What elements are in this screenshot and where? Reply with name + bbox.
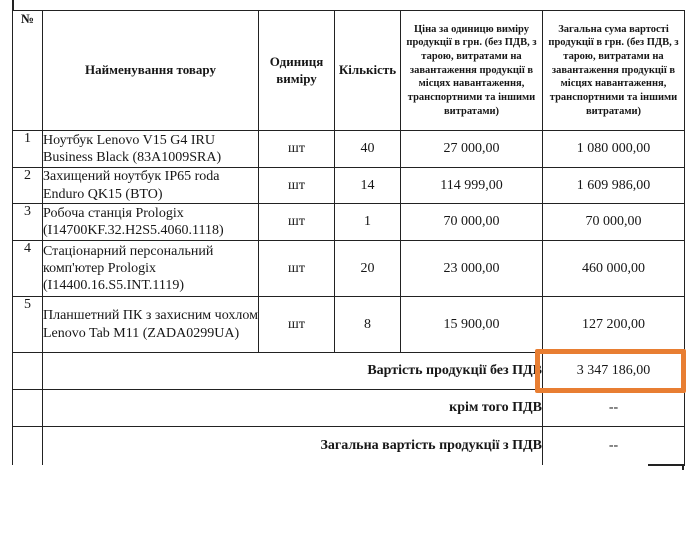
cell-num: 2 [13,168,43,204]
cell-total: 1 609 986,00 [543,168,685,204]
summary-row-subtotal [13,353,685,390]
table-border-fragment-top [12,0,14,11]
summary-row-vat [13,390,685,427]
table-row [13,131,685,168]
cell-name: Планшетний ПК з захисним чохлом Lenovo Tab M11 (ZADA0299UA) [43,297,259,353]
cell-total: 1 080 000,00 [543,131,685,168]
cell-name: Стаціонарний персональний комп'ютер Prologix (I14400.16.S5.INT.1119) [43,241,259,297]
cell-price: 70 000,00 [401,204,543,241]
cell-name: Ноутбук Lenovo V15 G4 IRU Business Black (83A1009SRA) [43,131,259,168]
cell-empty [13,427,43,465]
cell-empty [13,390,43,427]
table-row [13,241,685,297]
cell-qty: 8 [335,297,401,353]
summary-value-subtotal: 3 347 186,00 [543,353,685,390]
table-border-fragment-bottom-right [682,464,684,470]
cell-qty: 1 [335,204,401,241]
cell-name: Захищений ноутбук IP65 roda Enduro QK15 (BTO) [43,168,259,204]
cell-total: 460 000,00 [543,241,685,297]
column-header-total: Загальна сума вартості продукції в грн. (без ПДВ, з тарою, витратами на завантаження продукції в місцях навантаження, транспортними та іншими витратами) [543,11,685,131]
cell-total: 127 200,00 [543,297,685,353]
summary-label: крім того ПДВ [43,390,543,427]
table-row [13,168,685,204]
cell-unit: шт [259,204,335,241]
table-row [13,204,685,241]
table-row [13,297,685,353]
cell-unit: шт [259,297,335,353]
column-header-qty: Кількість [335,11,401,131]
summary-row-grand-total [13,427,685,465]
cell-unit: шт [259,241,335,297]
cell-qty: 40 [335,131,401,168]
cell-empty [13,353,43,390]
cell-num: 3 [13,204,43,241]
cell-qty: 14 [335,168,401,204]
cell-name: Робоча станція Prologix (I14700KF.32.H2S5.4060.1118) [43,204,259,241]
cell-unit: шт [259,131,335,168]
summary-label: Вартість продукції без ПДВ [43,353,543,390]
products-table [12,10,685,465]
cell-num: 5 [13,297,43,353]
summary-value-vat: -- [543,390,685,427]
cell-price: 23 000,00 [401,241,543,297]
cell-price: 27 000,00 [401,131,543,168]
table-header-row [13,11,685,131]
cell-price: 114 999,00 [401,168,543,204]
cell-price: 15 900,00 [401,297,543,353]
column-header-price: Ціна за одиницю виміру продукції в грн. (без ПДВ, з тарою, витратами на завантаження продукції в місцях навантаження, транспортними та іншими витратами) [401,11,543,131]
column-header-unit: Одиниця виміру [259,11,335,131]
column-header-name: Найменування товару [43,11,259,131]
cell-qty: 20 [335,241,401,297]
summary-value-grand-total: -- [543,427,685,465]
column-header-num: № [13,11,43,131]
table-border-fragment-bottom [648,464,685,466]
cell-num: 1 [13,131,43,168]
cell-total: 70 000,00 [543,204,685,241]
cell-num: 4 [13,241,43,297]
cell-unit: шт [259,168,335,204]
summary-label: Загальна вартість продукції з ПДВ [43,427,543,465]
